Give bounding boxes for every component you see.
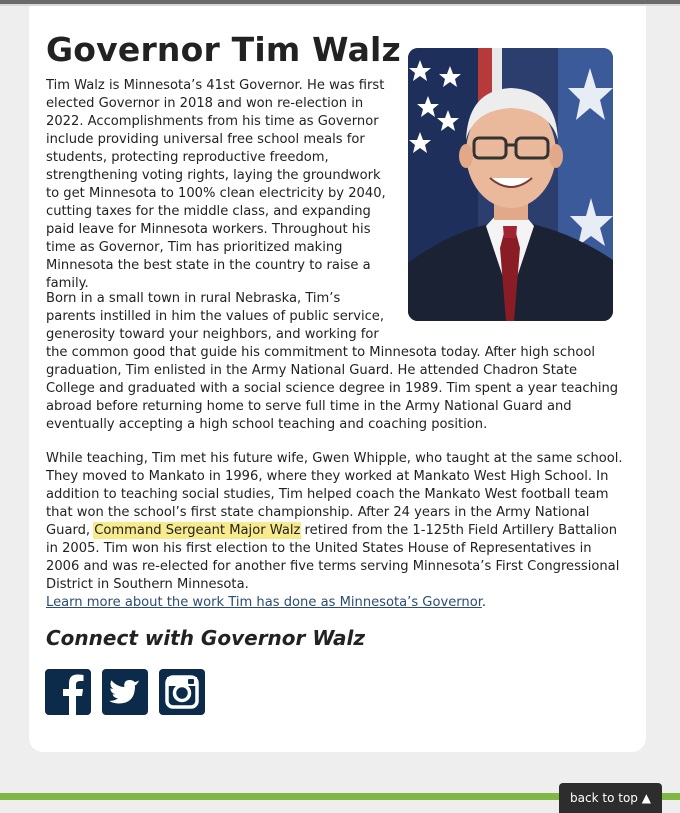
bio-paragraph-2-text: Born in a small town in rural Nebraska, Tim’s parents instilled in him the values of public service, generosity toward your neighbors, and working for the common good that guide his commitment to Minnesota today. After high school graduation, Tim enlisted in the Army National Guard. He attended Chadron State College and graduated with a social science degree in 1989. Tim spent a year teaching abroad before returning home to serve full time in the Army National Guard and eventually accepting a high school teaching and coaching position. xyxy=(46,291,619,432)
page-title: Governor Tim Walz xyxy=(46,30,401,69)
instagram-icon xyxy=(159,669,205,715)
learn-more-link[interactable]: Learn more about the work Tim has done as Minnesota’s Governor xyxy=(46,595,482,610)
governor-portrait xyxy=(408,48,613,321)
learn-more-line xyxy=(46,594,629,612)
bio-paragraph-2 xyxy=(46,290,629,434)
learn-more-suffix: . xyxy=(481,595,487,610)
bio-paragraph-3-after: retired from the 1-125th Field Artillery Battalion in 2005. Tim won his first election to the United States House of Representatives in 2006 and was re-elected for another five terms serving Minnesota’s First Congressional District in Southern Minnesota. xyxy=(46,523,620,592)
bio-paragraph-1: Tim Walz is Minnesota’s 41st Governor. He was first elected Governor in 2018 and won re-election in 2022. Accomplishments from his time as Governor include providing universal free school meals for students, protecting reproductive freedom, strengthening voting rights, laying the groundwork to get Minnesota to 100% clean electricity by 2040, cutting taxes for the middle class, and expanding paid leave for Minnesota workers. Throughout his time as Governor, Tim has prioritized making Minnesota the best state in the country to raise a family. xyxy=(46,78,386,291)
twitter-icon xyxy=(102,669,148,715)
twitter-button[interactable] xyxy=(102,669,148,715)
instagram-button[interactable] xyxy=(159,669,205,715)
connect-heading: Connect with Governor Walz xyxy=(46,626,366,650)
bio-paragraph-3 xyxy=(46,450,629,594)
highlighted-rank: Command Sergeant Major Walz xyxy=(94,523,301,538)
bio-paragraph-3-before: While teaching, Tim met his future wife, Gwen Whipple, who taught at the same school. They moved to Mankato in 1996, where they worked at Mankato West High School. In addition to teaching social studies, Tim helped coach the Mankato West football team that won the school’s first state championship. After 24 years in the Army National Guard, xyxy=(46,451,623,538)
facebook-button[interactable] xyxy=(45,669,91,715)
facebook-icon xyxy=(45,669,91,715)
back-to-top-button[interactable]: back to top ▲ xyxy=(559,783,662,813)
photo-wrap-spacer xyxy=(389,290,629,344)
